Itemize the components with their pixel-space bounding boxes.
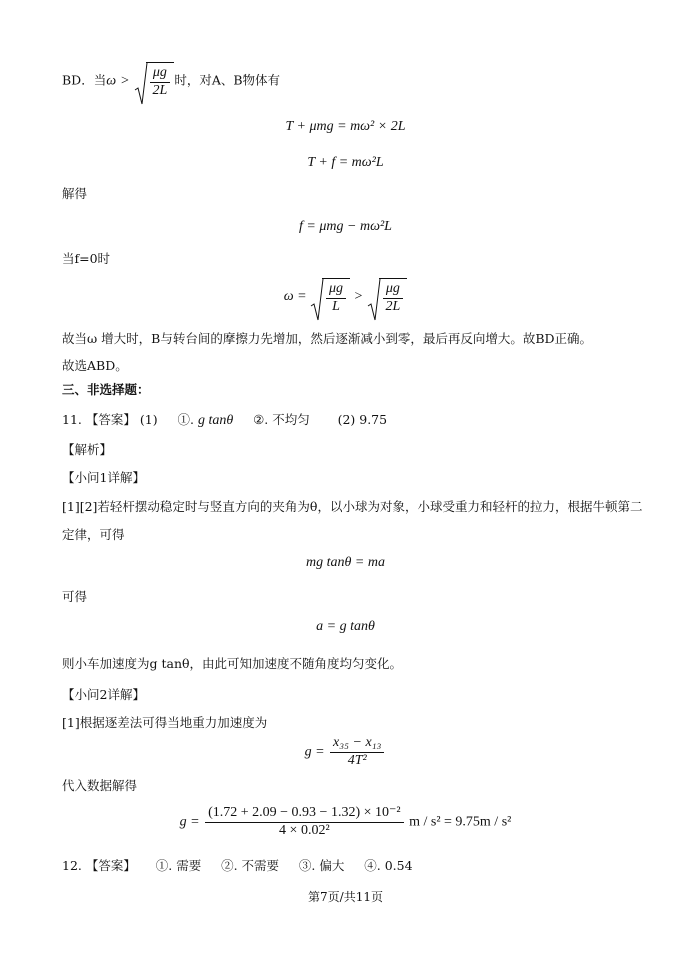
sub2-title: 【小问2详解】 [62,687,145,702]
ke-de: 可得 [62,589,88,604]
q11-part1: (1) [139,412,158,427]
q11-answer [62,412,387,430]
frac-num: μg [150,65,171,83]
bd-suffix: 时，对A、B物体有 [174,72,281,88]
equation-6: a = g tanθ [316,619,375,634]
sub1-conclusion: 则小车加速度为g tanθ，由此可知加速度不随角度均匀变化。 [62,656,403,671]
section-title: 三、非选择题： [62,382,150,397]
eq7-lhs: g = [304,744,325,760]
bd-prefix: BD．当 [62,72,107,88]
sqrt-mug-over-l [310,278,350,316]
q12-a2: ②. 不需要 [221,858,280,873]
eq4-omega: ω = [283,289,307,305]
equation-4 [0,278,691,316]
equation-3: f = μmg − mω²L [299,219,392,234]
q12-a1: ①. 需要 [155,858,202,873]
frac-den: 2L [152,82,168,98]
eq7-numerator: x₃₅ − x₁₃ [330,735,384,753]
substitute-label: 代入数据解得 [62,778,138,793]
equation-2: T + f = mω²L [307,155,384,170]
jie-de-1: 解得 [62,186,88,201]
sub1-text-line2: 定律，可得 [62,527,125,542]
sub1-text-line1: [1][2]若轻杆摆动稳定时与竖直方向的夹角为θ，以小球为对象，小球受重力和轻杆的拉力，根据牛顿第二 [62,499,643,514]
q12-a4: ④. 0.54 [364,858,413,873]
q11-a2: ②. 不均匀 [253,412,310,427]
gt-symbol: > [120,73,130,89]
equation-8 [0,805,691,840]
q12-answer [62,858,413,873]
conclusion-bd: 故当ω 增大时，B与转台间的摩擦力先增加，然后逐渐减小到零，最后再反向增大。故BD正确。 [62,331,593,346]
equation-7 [0,735,691,770]
q12-num: 12. [62,858,82,873]
eq8-numerator: (1.72 + 2.09 − 0.93 − 1.32) × 10⁻² [205,805,404,823]
bd-intro-line [62,62,280,100]
q11-label: 【答案】 [85,412,136,427]
eq8-lhs: g = [179,814,200,830]
eq8-denominator: 4 × 0.02² [279,822,330,838]
sub1-title: 【小问1详解】 [62,470,145,485]
equation-5: mg tanθ = ma [306,555,385,570]
frac-den: 2L [385,298,401,314]
analysis-label: 【解析】 [62,442,113,457]
frac-num: μg [383,281,404,299]
frac-num: μg [326,281,346,299]
sub2-text: [1]根据逐差法可得当地重力加速度为 [62,715,268,730]
q12-a3: ③. 偏大 [298,858,345,873]
frac-den: L [332,298,340,314]
choose-abd: 故选ABD。 [62,358,128,373]
q12-label: 【答案】 [85,858,136,873]
eq8-fraction [205,805,404,840]
sqrt-mug-over-2l [134,62,175,100]
eq7-denominator: 4T² [347,752,367,768]
eq7-fraction [330,735,384,770]
q11-part2: (2) 9.75 [337,412,388,427]
q11-a1: ①. [177,412,194,427]
eq4-gt: > [353,289,364,305]
sqrt-mug-over-2l-b [367,278,408,316]
q11-a1-value: g tanθ [197,413,234,428]
q11-num: 11. [62,412,82,427]
when-f-zero: 当f=0时 [62,251,111,266]
equation-1: T + μmg = mω² × 2L [285,119,406,134]
eq8-rhs: m / s² = 9.75m / s² [409,814,512,830]
page-footer: 第7页/共11页 [308,890,383,904]
omega-symbol: ω [106,73,117,89]
